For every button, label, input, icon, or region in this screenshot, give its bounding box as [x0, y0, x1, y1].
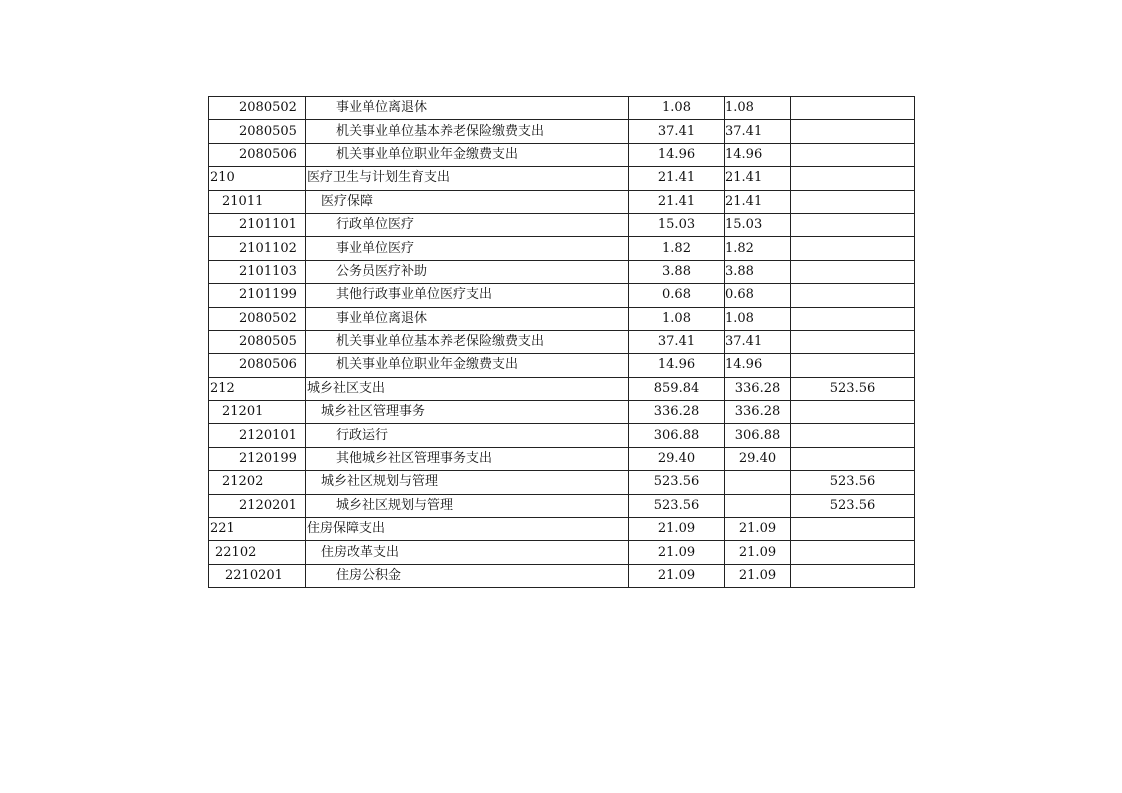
subject-name-cell: 城乡社区管理事务 — [306, 401, 629, 424]
basic-expenditure-cell: 21.41 — [725, 190, 791, 213]
table-row — [209, 97, 915, 120]
subject-name-cell: 住房保障支出 — [306, 518, 629, 541]
total-amount-cell: 1.08 — [629, 307, 725, 330]
basic-expenditure-cell: 336.28 — [725, 377, 791, 400]
project-expenditure-cell — [791, 237, 915, 260]
basic-expenditure-cell: 14.96 — [725, 143, 791, 166]
table-row — [209, 471, 915, 494]
subject-code-cell: 2101103 — [209, 260, 306, 283]
table-row — [209, 284, 915, 307]
total-amount-cell: 15.03 — [629, 213, 725, 236]
subject-name-cell: 机关事业单位职业年金缴费支出 — [306, 143, 629, 166]
subject-name-cell: 机关事业单位职业年金缴费支出 — [306, 354, 629, 377]
table-row — [209, 424, 915, 447]
subject-code-cell: 2080505 — [209, 120, 306, 143]
total-amount-cell: 523.56 — [629, 494, 725, 517]
subject-code-cell: 21202 — [209, 471, 306, 494]
project-expenditure-cell — [791, 190, 915, 213]
table-row — [209, 307, 915, 330]
subject-name-cell: 事业单位离退休 — [306, 307, 629, 330]
total-amount-cell: 1.82 — [629, 237, 725, 260]
basic-expenditure-cell: 21.09 — [725, 564, 791, 587]
subject-name-cell: 住房改革支出 — [306, 541, 629, 564]
subject-code-cell: 221 — [209, 518, 306, 541]
subject-name-cell: 城乡社区规划与管理 — [306, 471, 629, 494]
subject-name-cell: 城乡社区支出 — [306, 377, 629, 400]
subject-code-cell: 2080502 — [209, 97, 306, 120]
subject-code-cell: 2080506 — [209, 354, 306, 377]
table-row — [209, 518, 915, 541]
budget-expenditure-table — [208, 96, 915, 588]
project-expenditure-cell: 523.56 — [791, 377, 915, 400]
basic-expenditure-cell — [725, 494, 791, 517]
project-expenditure-cell — [791, 564, 915, 587]
table-row — [209, 564, 915, 587]
subject-name-cell: 医疗卫生与计划生育支出 — [306, 167, 629, 190]
basic-expenditure-cell: 1.08 — [725, 97, 791, 120]
table-row — [209, 447, 915, 470]
table-row — [209, 120, 915, 143]
basic-expenditure-cell — [725, 471, 791, 494]
table-row — [209, 237, 915, 260]
subject-code-cell: 2120199 — [209, 447, 306, 470]
subject-code-cell: 2101101 — [209, 213, 306, 236]
subject-name-cell: 其他城乡社区管理事务支出 — [306, 447, 629, 470]
project-expenditure-cell — [791, 167, 915, 190]
table-row — [209, 401, 915, 424]
total-amount-cell: 37.41 — [629, 330, 725, 353]
project-expenditure-cell — [791, 330, 915, 353]
table-row — [209, 143, 915, 166]
subject-name-cell: 住房公积金 — [306, 564, 629, 587]
table-row — [209, 167, 915, 190]
subject-name-cell: 其他行政事业单位医疗支出 — [306, 284, 629, 307]
basic-expenditure-cell: 15.03 — [725, 213, 791, 236]
subject-name-cell: 机关事业单位基本养老保险缴费支出 — [306, 330, 629, 353]
table-body — [209, 97, 915, 588]
table-row — [209, 354, 915, 377]
table-row — [209, 541, 915, 564]
total-amount-cell: 14.96 — [629, 354, 725, 377]
subject-name-cell: 行政运行 — [306, 424, 629, 447]
basic-expenditure-cell: 29.40 — [725, 447, 791, 470]
subject-code-cell: 2120201 — [209, 494, 306, 517]
table-row — [209, 494, 915, 517]
subject-code-cell: 2080502 — [209, 307, 306, 330]
total-amount-cell: 21.41 — [629, 167, 725, 190]
subject-name-cell: 行政单位医疗 — [306, 213, 629, 236]
subject-name-cell: 城乡社区规划与管理 — [306, 494, 629, 517]
total-amount-cell: 21.09 — [629, 518, 725, 541]
project-expenditure-cell — [791, 284, 915, 307]
basic-expenditure-cell: 336.28 — [725, 401, 791, 424]
project-expenditure-cell — [791, 143, 915, 166]
project-expenditure-cell — [791, 541, 915, 564]
project-expenditure-cell — [791, 518, 915, 541]
subject-code-cell: 210 — [209, 167, 306, 190]
basic-expenditure-cell: 0.68 — [725, 284, 791, 307]
project-expenditure-cell: 523.56 — [791, 471, 915, 494]
project-expenditure-cell — [791, 447, 915, 470]
subject-code-cell: 2080505 — [209, 330, 306, 353]
total-amount-cell: 37.41 — [629, 120, 725, 143]
subject-code-cell: 2120101 — [209, 424, 306, 447]
subject-code-cell: 21011 — [209, 190, 306, 213]
subject-code-cell: 212 — [209, 377, 306, 400]
subject-code-cell: 2210201 — [209, 564, 306, 587]
total-amount-cell: 29.40 — [629, 447, 725, 470]
table-row — [209, 190, 915, 213]
subject-name-cell: 事业单位医疗 — [306, 237, 629, 260]
subject-name-cell: 公务员医疗补助 — [306, 260, 629, 283]
table-row — [209, 260, 915, 283]
basic-expenditure-cell: 21.09 — [725, 541, 791, 564]
total-amount-cell: 336.28 — [629, 401, 725, 424]
project-expenditure-cell — [791, 120, 915, 143]
project-expenditure-cell — [791, 97, 915, 120]
subject-name-cell: 医疗保障 — [306, 190, 629, 213]
subject-code-cell: 22102 — [209, 541, 306, 564]
table-row — [209, 213, 915, 236]
total-amount-cell: 21.09 — [629, 564, 725, 587]
subject-code-cell: 21201 — [209, 401, 306, 424]
total-amount-cell: 21.09 — [629, 541, 725, 564]
subject-code-cell: 2080506 — [209, 143, 306, 166]
project-expenditure-cell — [791, 354, 915, 377]
total-amount-cell: 0.68 — [629, 284, 725, 307]
basic-expenditure-cell: 306.88 — [725, 424, 791, 447]
basic-expenditure-cell: 21.09 — [725, 518, 791, 541]
total-amount-cell: 21.41 — [629, 190, 725, 213]
project-expenditure-cell — [791, 213, 915, 236]
project-expenditure-cell — [791, 307, 915, 330]
project-expenditure-cell: 523.56 — [791, 494, 915, 517]
basic-expenditure-cell: 1.82 — [725, 237, 791, 260]
project-expenditure-cell — [791, 260, 915, 283]
total-amount-cell: 3.88 — [629, 260, 725, 283]
total-amount-cell: 14.96 — [629, 143, 725, 166]
project-expenditure-cell — [791, 424, 915, 447]
total-amount-cell: 859.84 — [629, 377, 725, 400]
subject-name-cell: 事业单位离退休 — [306, 97, 629, 120]
total-amount-cell: 523.56 — [629, 471, 725, 494]
basic-expenditure-cell: 3.88 — [725, 260, 791, 283]
basic-expenditure-cell: 21.41 — [725, 167, 791, 190]
table-row — [209, 330, 915, 353]
project-expenditure-cell — [791, 401, 915, 424]
total-amount-cell: 306.88 — [629, 424, 725, 447]
table-row — [209, 377, 915, 400]
subject-code-cell: 2101102 — [209, 237, 306, 260]
subject-code-cell: 2101199 — [209, 284, 306, 307]
basic-expenditure-cell: 14.96 — [725, 354, 791, 377]
subject-name-cell: 机关事业单位基本养老保险缴费支出 — [306, 120, 629, 143]
basic-expenditure-cell: 1.08 — [725, 307, 791, 330]
total-amount-cell: 1.08 — [629, 97, 725, 120]
basic-expenditure-cell: 37.41 — [725, 120, 791, 143]
basic-expenditure-cell: 37.41 — [725, 330, 791, 353]
